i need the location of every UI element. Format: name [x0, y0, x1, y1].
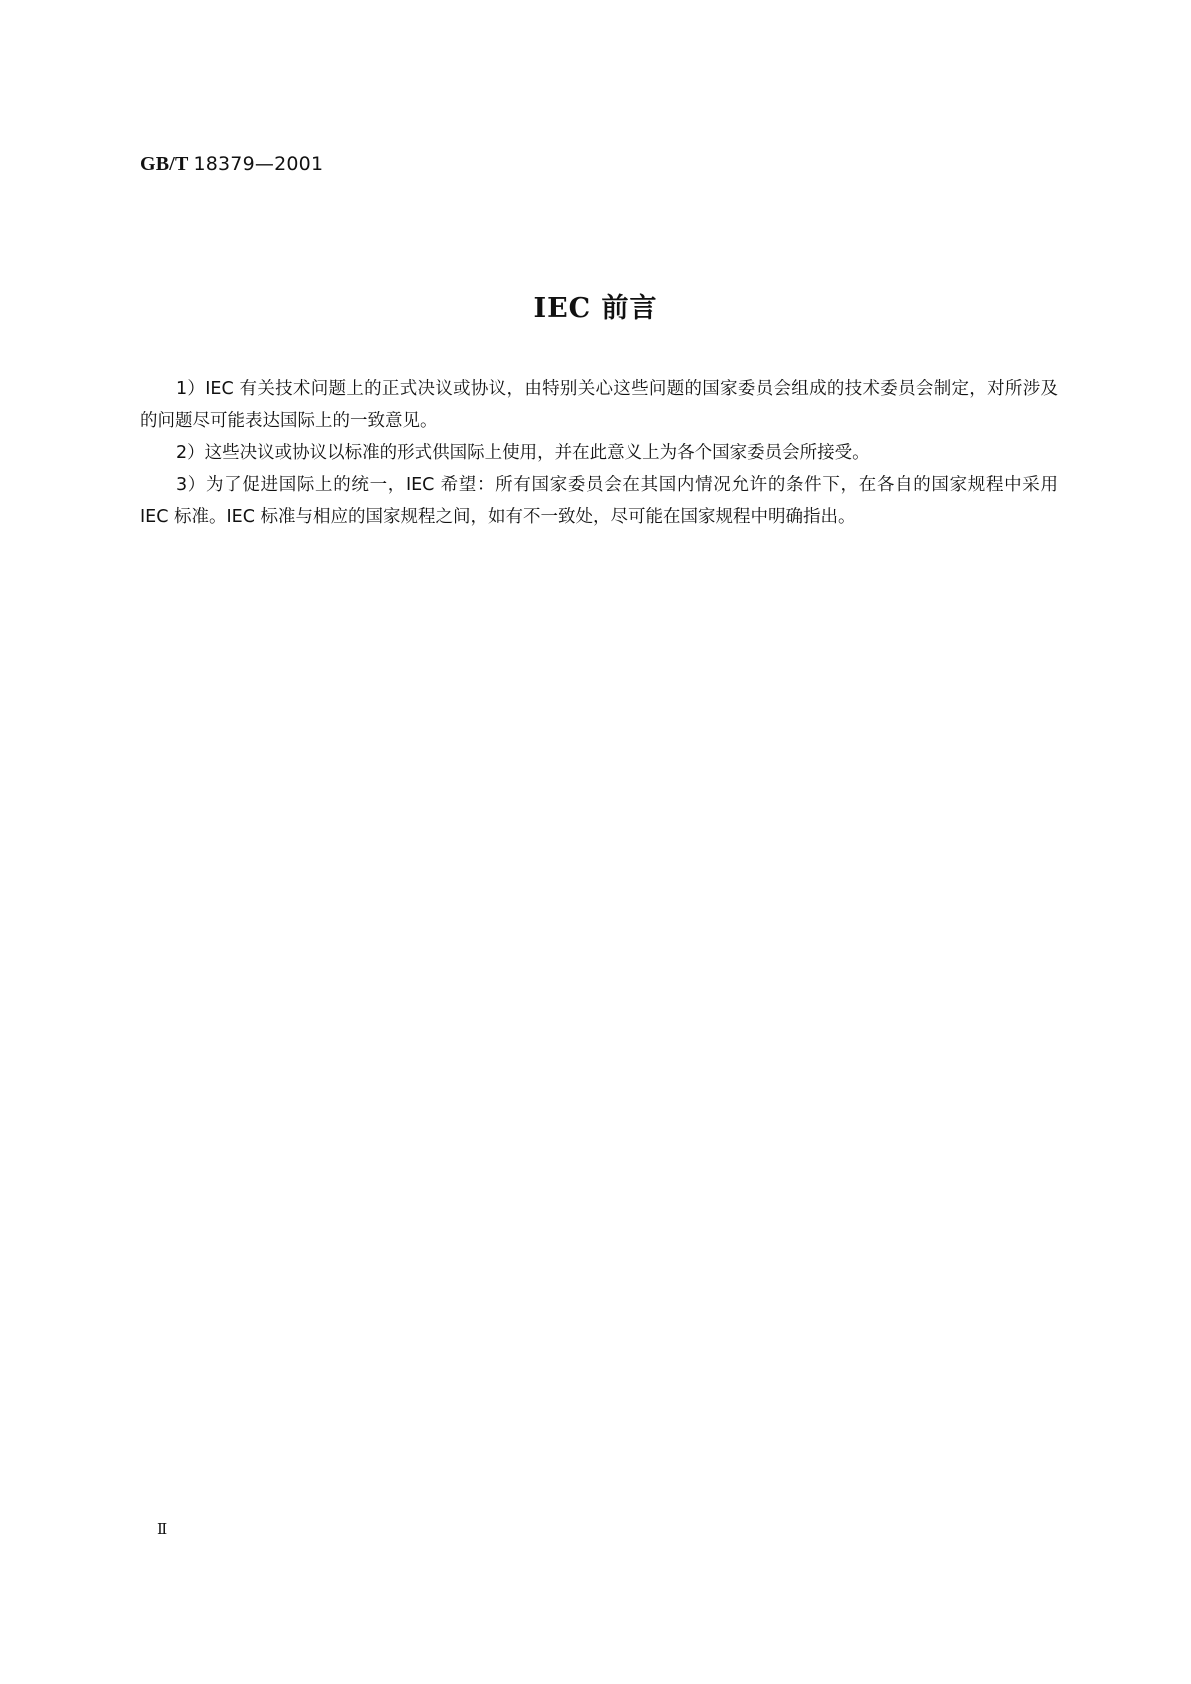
- document-body: [140, 373, 1058, 533]
- page-title: IEC 前言: [533, 293, 658, 324]
- standard-prefix: GB/T: [140, 153, 189, 175]
- standard-number: 18379—2001: [193, 153, 324, 175]
- paragraph-1: 1）IEC 有关技术问题上的正式决议或协议，由特别关心这些问题的国家委员会组成的技术委员会制定，对所涉及的问题尽可能表达国际上的一致意见。: [140, 379, 1058, 431]
- paragraph-3: 3）为了促进国际上的统一，IEC 希望：所有国家委员会在其国内情况允许的条件下，在各自的国家规程中采用 IEC 标准。IEC 标准与相应的国家规程之间，如有不一致处，尽可能在国家规程中明确指出。: [140, 475, 1058, 527]
- paragraph-2: 2）这些决议或协议以标准的形式供国际上使用，并在此意义上为各个国家委员会所接受。: [176, 443, 870, 463]
- page-number: Ⅱ: [157, 1522, 168, 1538]
- standard-code: [140, 153, 323, 176]
